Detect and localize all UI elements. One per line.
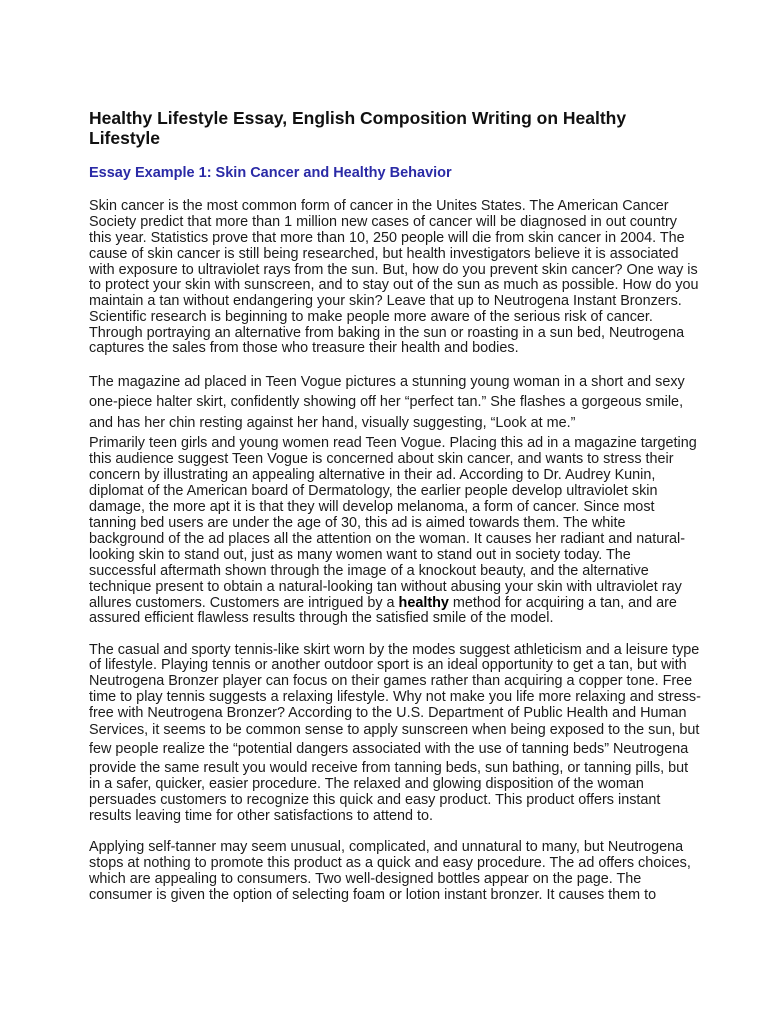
paragraph-3-line: results leaving time for other satisfactions to attend to. [89,808,433,824]
document-title-line-1: Healthy Lifestyle Essay, English Composition Writing on Healthy [89,108,627,128]
paragraph-1-line: with exposure to ultraviolet rays from the sun. But, how do you prevent skin cancer? One way is [89,262,698,278]
paragraph-2-line: Primarily teen girls and young women read Teen Vogue. Placing this ad in a magazine targeting [89,435,697,451]
paragraph-3-line: few people realize the “potential dangers associated with the use of tanning beds” Neutrogena [89,741,689,757]
paragraph-1-line: Scientific research is beginning to make people more aware of the serious risk of cancer. [89,309,653,325]
paragraph-3-line: of lifestyle. Playing tennis or another outdoor sport is an ideal opportunity to get a tan, but with [89,657,687,673]
paragraph-2-line: successful aftermath shown through the image of a knockout beauty, and the alternative [89,563,649,579]
document-title-line-2: Lifestyle [89,128,160,148]
essay-subtitle: Essay Example 1: Skin Cancer and Healthy Behavior [89,165,452,181]
paragraph-1-line: this year. Statistics prove that more than 10, 250 people will die from skin cancer in 2004. The [89,230,685,246]
paragraph-1-line: cause of skin cancer is still being researched, but health investigators believe it is associated [89,246,679,262]
paragraph-2-line [89,595,677,611]
paragraph-2-line: looking skin to stand out, just as many women want to stand out in society today. The [89,547,631,563]
paragraph-1-line: captures the sales from those who treasure their health and bodies. [89,340,519,356]
paragraph-2-line: background of the ad places all the attention on the woman. It causes her radiant and natural- [89,531,685,547]
paragraph-2-line: technique present to obtain a natural-looking tan without abusing your skin with ultraviolet ray [89,579,682,595]
paragraph-1-line: to protect your skin with sunscreen, and to stay out of the sun as much as possible. How do you [89,277,699,293]
paragraph-2-line: and has her chin resting against her hand, visually suggesting, “Look at me.” [89,415,576,431]
paragraph-4-line: consumer is given the option of selecting foam or lotion instant bronzer. It causes them to [89,887,657,903]
paragraph-2-line: tanning bed users are under the age of 30, this ad is aimed towards them. The white [89,515,626,531]
text-segment: method for acquiring a tan, and are [448,595,677,611]
paragraph-2-line: this audience suggest Teen Vogue is concerned about skin cancer, and wants to stress their [89,451,674,467]
paragraph-4-line: Applying self-tanner may seem unusual, complicated, and unnatural to many, but Neutrogena [89,839,684,855]
paragraph-2-line: The magazine ad placed in Teen Vogue pictures a stunning young woman in a short and sexy [89,374,685,390]
paragraph-1-line: Skin cancer is the most common form of cancer in the Unites States. The American Cancer [89,198,669,214]
paragraph-3-line: Neutrogena Bronzer player can focus on their games rather than acquiring a copper tone. Free [89,673,693,689]
paragraph-2-line: one-piece halter skirt, confidently showing off her “perfect tan.” She flashes a gorgeous smile, [89,394,684,410]
paragraph-2-line: concern by illustrating an appealing alternative in their ad. According to Dr. Audrey Kunin, [89,467,656,483]
paragraph-3-line: in a safer, quicker, easier procedure. The relaxed and glowing disposition of the woman [89,776,644,792]
paragraph-3-line: The casual and sporty tennis-like skirt worn by the modes suggest athleticism and a leisure type [89,642,700,658]
paragraph-3-line: free with Neutrogena Bronzer? According to the U.S. Department of Public Health and Human [89,705,687,721]
paragraph-4-line: stops at nothing to promote this product as a quick and easy procedure. The ad offers choices, [89,855,691,871]
bold-word: healthy [398,595,449,611]
text-segment: allures customers. Customers are intrigued by a [89,595,399,611]
paragraph-3-line: persuades customers to recognize this quick and easy product. This product offers instant [89,792,661,808]
paragraph-1-line: Society predict that more than 1 million new cases of cancer will be diagnosed in out country [89,214,677,230]
paragraph-3-line: provide the same result you would receive from tanning beds, sun bathing, or tanning pills, but [89,760,689,776]
paragraph-2-line: diplomat of the American board of Dermatology, the earlier people develop ultraviolet skin [89,483,658,499]
paragraph-2-line: assured efficient flawless results through the satisfied smile of the model. [89,610,554,626]
paragraph-3-line: time to play tennis suggests a relaxing lifestyle. Why not make you life more relaxing and stress- [89,689,701,705]
paragraph-2-line: damage, the more apt it is that they will develop melanoma, a form of cancer. Since most [89,499,655,515]
paragraph-3-line: Services, it seems to be common sense to apply sunscreen when being exposed to the sun, but [89,722,700,738]
paragraph-1-line: Through portraying an alternative from baking in the sun or roasting in a sun bed, Neutrogena [89,325,685,341]
paragraph-1-line: maintain a tan without endangering your skin? Leave that up to Neutrogena Instant Bronzers. [89,293,682,309]
paragraph-4-line: which are appealing to consumers. Two well-designed bottles appear on the page. The [89,871,642,887]
